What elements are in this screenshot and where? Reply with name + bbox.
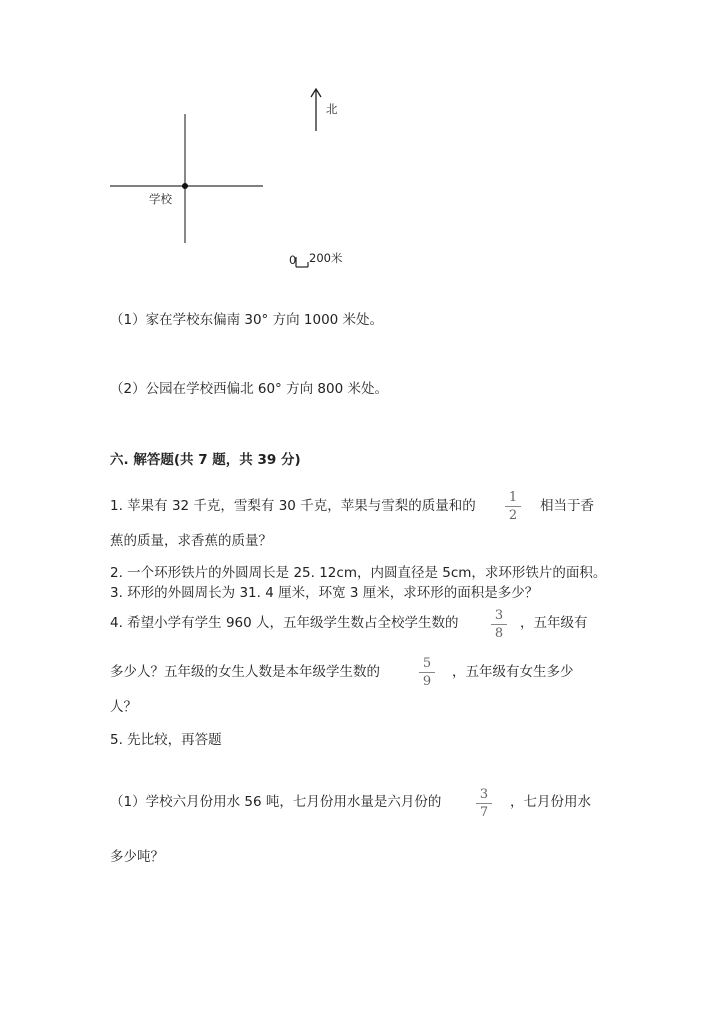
scale-bar: [296, 257, 308, 267]
fraction-numerator: 3: [479, 787, 489, 802]
q4-fraction-1: [489, 608, 509, 641]
q5-title: 5. 先比较，再答题: [110, 732, 222, 748]
q1-fraction: [503, 490, 523, 523]
fraction-denominator: 8: [494, 626, 504, 641]
q5-sub1-text-a: （1）学校六月份用水 56 吨，七月份用水量是六月份的: [110, 794, 442, 810]
q3-text: 3. 环形的外圆周长为 31. 4 厘米，环宽 3 厘米，求环形的面积是多少？: [110, 585, 539, 601]
fraction-denominator: 2: [508, 508, 518, 523]
q5-sub1-text-b: ，七月份用水: [510, 794, 591, 810]
q4-text-e: 人？: [110, 699, 137, 715]
fraction-numerator: 3: [494, 608, 504, 623]
park-location-item: （2）公园在学校西偏北 60° 方向 800 米处。: [110, 381, 388, 397]
fraction-numerator: 5: [422, 656, 432, 671]
q4-text-d: ，五年级有女生多少: [452, 664, 574, 680]
fraction-numerator: 1: [508, 490, 518, 505]
q1-text-b: 相当于香: [540, 498, 594, 514]
q4-text-a: 4. 希望小学有学生 960 人，五年级学生数占全校学生数的: [110, 615, 459, 631]
north-label: 北: [326, 102, 338, 116]
q1-text-c: 蕉的质量，求香蕉的质量？: [110, 533, 272, 549]
q4-fraction-2: [417, 656, 437, 689]
q4-text-b: ，五年级有: [520, 615, 588, 631]
fraction-denominator: 9: [422, 674, 432, 689]
school-point: [182, 183, 188, 189]
q5-fraction: [474, 787, 494, 820]
direction-map: [0, 0, 720, 290]
scale-zero-label: 0: [289, 253, 297, 267]
q1-text-a: 1. 苹果有 32 千克，雪梨有 30 千克，苹果与雪梨的质量和的: [110, 498, 476, 514]
school-label: 学校: [149, 192, 172, 206]
north-arrow-icon: [311, 89, 321, 131]
scale-distance-label: 200米: [309, 251, 343, 265]
fraction-denominator: 7: [479, 805, 489, 820]
q4-text-c: 多少人？五年级的女生人数是本年级学生数的: [110, 664, 380, 680]
home-location-item: （1）家在学校东偏南 30° 方向 1000 米处。: [110, 312, 384, 328]
q2-text: 2. 一个环形铁片的外圆周长是 25. 12cm，内圆直径是 5cm，求环形铁片的面积。: [110, 565, 607, 581]
section-title: 六. 解答题(共 7 题，共 39 分): [110, 452, 301, 468]
q5-sub1-text-c: 多少吨？: [110, 849, 164, 865]
